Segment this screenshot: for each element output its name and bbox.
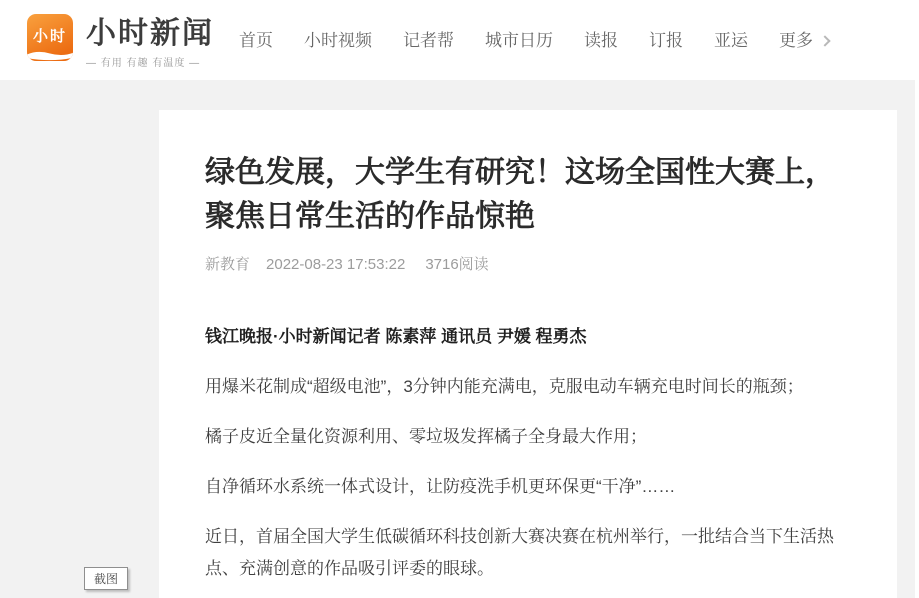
nav-item-city-calendar[interactable]: 城市日历 xyxy=(485,31,553,50)
nav-more-label: 更多 xyxy=(779,31,813,50)
logo-badge-text: 小时 xyxy=(32,28,68,45)
article-title: 绿色发展，大学生有研究！这场全国性大赛上，聚焦日常生活的作品惊艳 xyxy=(205,156,835,233)
article-meta xyxy=(205,256,847,274)
nav-item-hour-video[interactable]: 小时视频 xyxy=(304,31,372,50)
article-body xyxy=(205,321,847,585)
article-byline: 钱江晚报·小时新闻记者 陈素萍 通讯员 尹媛 程勇杰 xyxy=(205,327,587,346)
screenshot-button[interactable]: 截图 xyxy=(84,567,128,590)
article-read-count: 3716阅读 xyxy=(425,256,489,273)
article-paragraph-2: 橘子皮近全量化资源利用、零垃圾发挥橘子全身最大作用； xyxy=(205,427,647,446)
article-paragraph-3: 自净循环水系统一体式设计，让防疫洗手机更环保更“干净”…… xyxy=(205,477,676,496)
nav-item-asian-games[interactable]: 亚运 xyxy=(714,31,748,50)
nav-item-read-paper[interactable]: 读报 xyxy=(584,31,618,50)
main-nav xyxy=(239,31,829,51)
article-datetime: 2022-08-23 17:53:22 xyxy=(266,256,406,273)
nav-item-reporter-help[interactable]: 记者帮 xyxy=(403,31,454,50)
chevron-right-icon xyxy=(819,35,830,46)
logo[interactable] xyxy=(27,14,214,69)
brand-tagline: — 有用 有趣 有温度 — xyxy=(86,58,201,69)
nav-item-more[interactable] xyxy=(779,31,829,51)
site-header xyxy=(0,0,919,80)
article-card xyxy=(159,110,897,598)
nav-item-subscribe-paper[interactable]: 订报 xyxy=(649,31,683,50)
article-paragraph-4: 近日，首届全国大学生低碳循环科技创新大赛决赛在杭州举行，一批结合当下生活热点、充满创意的作品吸引评委的眼球。 xyxy=(205,527,834,578)
nav-item-home[interactable]: 首页 xyxy=(239,31,273,50)
article-paragraph-1: 用爆米花制成“超级电池”，3分钟内能充满电，克服电动车辆充电时间长的瓶颈； xyxy=(205,377,804,396)
logo-icon xyxy=(27,14,73,63)
article-category: 新教育 xyxy=(205,256,251,273)
brand-name: 小时新闻 xyxy=(86,17,214,50)
